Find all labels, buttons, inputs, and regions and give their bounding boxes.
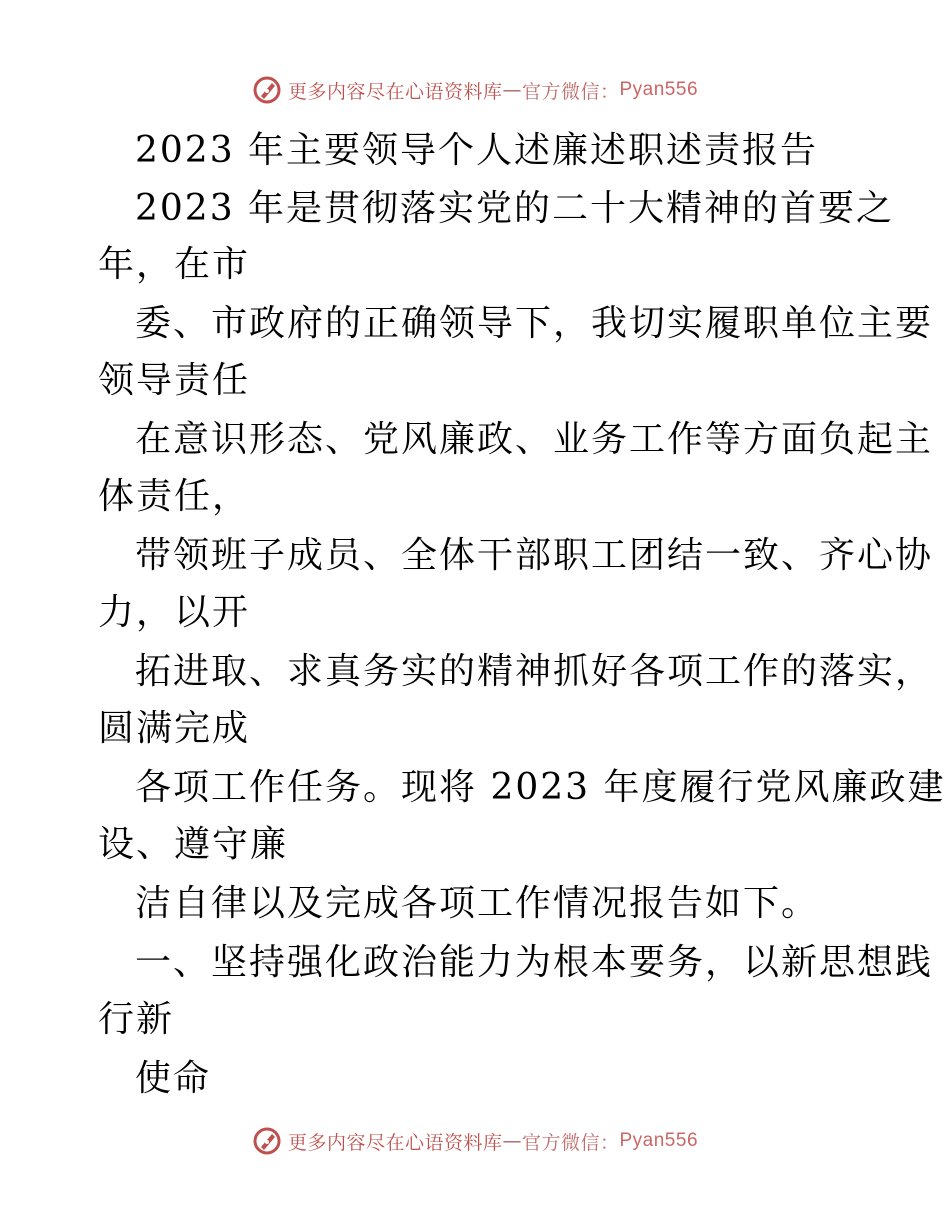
paragraph-line: 拓进取、求真务实的精神抓好各项工作的落实， bbox=[135, 651, 934, 692]
watermark-main-text: 更多内容尽在心语资料库 bbox=[287, 80, 503, 103]
watermark-id: Pyan556 bbox=[619, 79, 699, 100]
watermark-separator: — bbox=[502, 79, 522, 101]
footer-watermark bbox=[0, 1123, 950, 1159]
watermark-id: Pyan556 bbox=[619, 1130, 699, 1151]
pen-nib-circle-icon bbox=[252, 1126, 282, 1156]
watermark-main-text: 更多内容尽在心语资料库 bbox=[287, 1131, 503, 1154]
paragraph-line: 带领班子成员、全体干部职工团结一致、齐心协 bbox=[135, 535, 934, 576]
paragraph-line: 设、遵守廉 bbox=[98, 824, 289, 865]
pen-nib-circle-icon bbox=[252, 75, 282, 105]
watermark-label: 官方微信： bbox=[521, 1131, 620, 1154]
section-heading: 行新 bbox=[98, 999, 175, 1040]
paragraph-line: 洁自律以及完成各项工作情况报告如下。 bbox=[135, 883, 820, 924]
paragraph-line: 力，以开 bbox=[98, 592, 251, 633]
paragraph-line: 领导责任 bbox=[98, 360, 251, 401]
paragraph-line: 委、市政府的正确领导下，我切实履职单位主要 bbox=[135, 303, 934, 344]
header-watermark bbox=[0, 72, 950, 108]
paragraph-line: 2023 年是贯彻落实党的二十大精神的首要之 bbox=[135, 188, 895, 229]
paragraph-line: 年，在市 bbox=[98, 244, 251, 285]
paragraph-line: 在意识形态、党风廉政、业务工作等方面负起主 bbox=[135, 419, 934, 460]
paragraph-line: 体责任， bbox=[98, 476, 251, 517]
section-heading: 使命 bbox=[135, 1058, 212, 1099]
document-title: 2023 年主要领导个人述廉述职述责报告 bbox=[135, 130, 819, 171]
paragraph-line: 圆满完成 bbox=[98, 708, 251, 749]
watermark-label: 官方微信： bbox=[521, 80, 620, 103]
section-heading: 一、坚持强化政治能力为根本要务，以新思想践 bbox=[135, 942, 934, 983]
paragraph-line: 各项工作任务。现将 2023 年度履行党风廉政建 bbox=[135, 767, 946, 808]
watermark-separator: — bbox=[502, 1130, 522, 1152]
